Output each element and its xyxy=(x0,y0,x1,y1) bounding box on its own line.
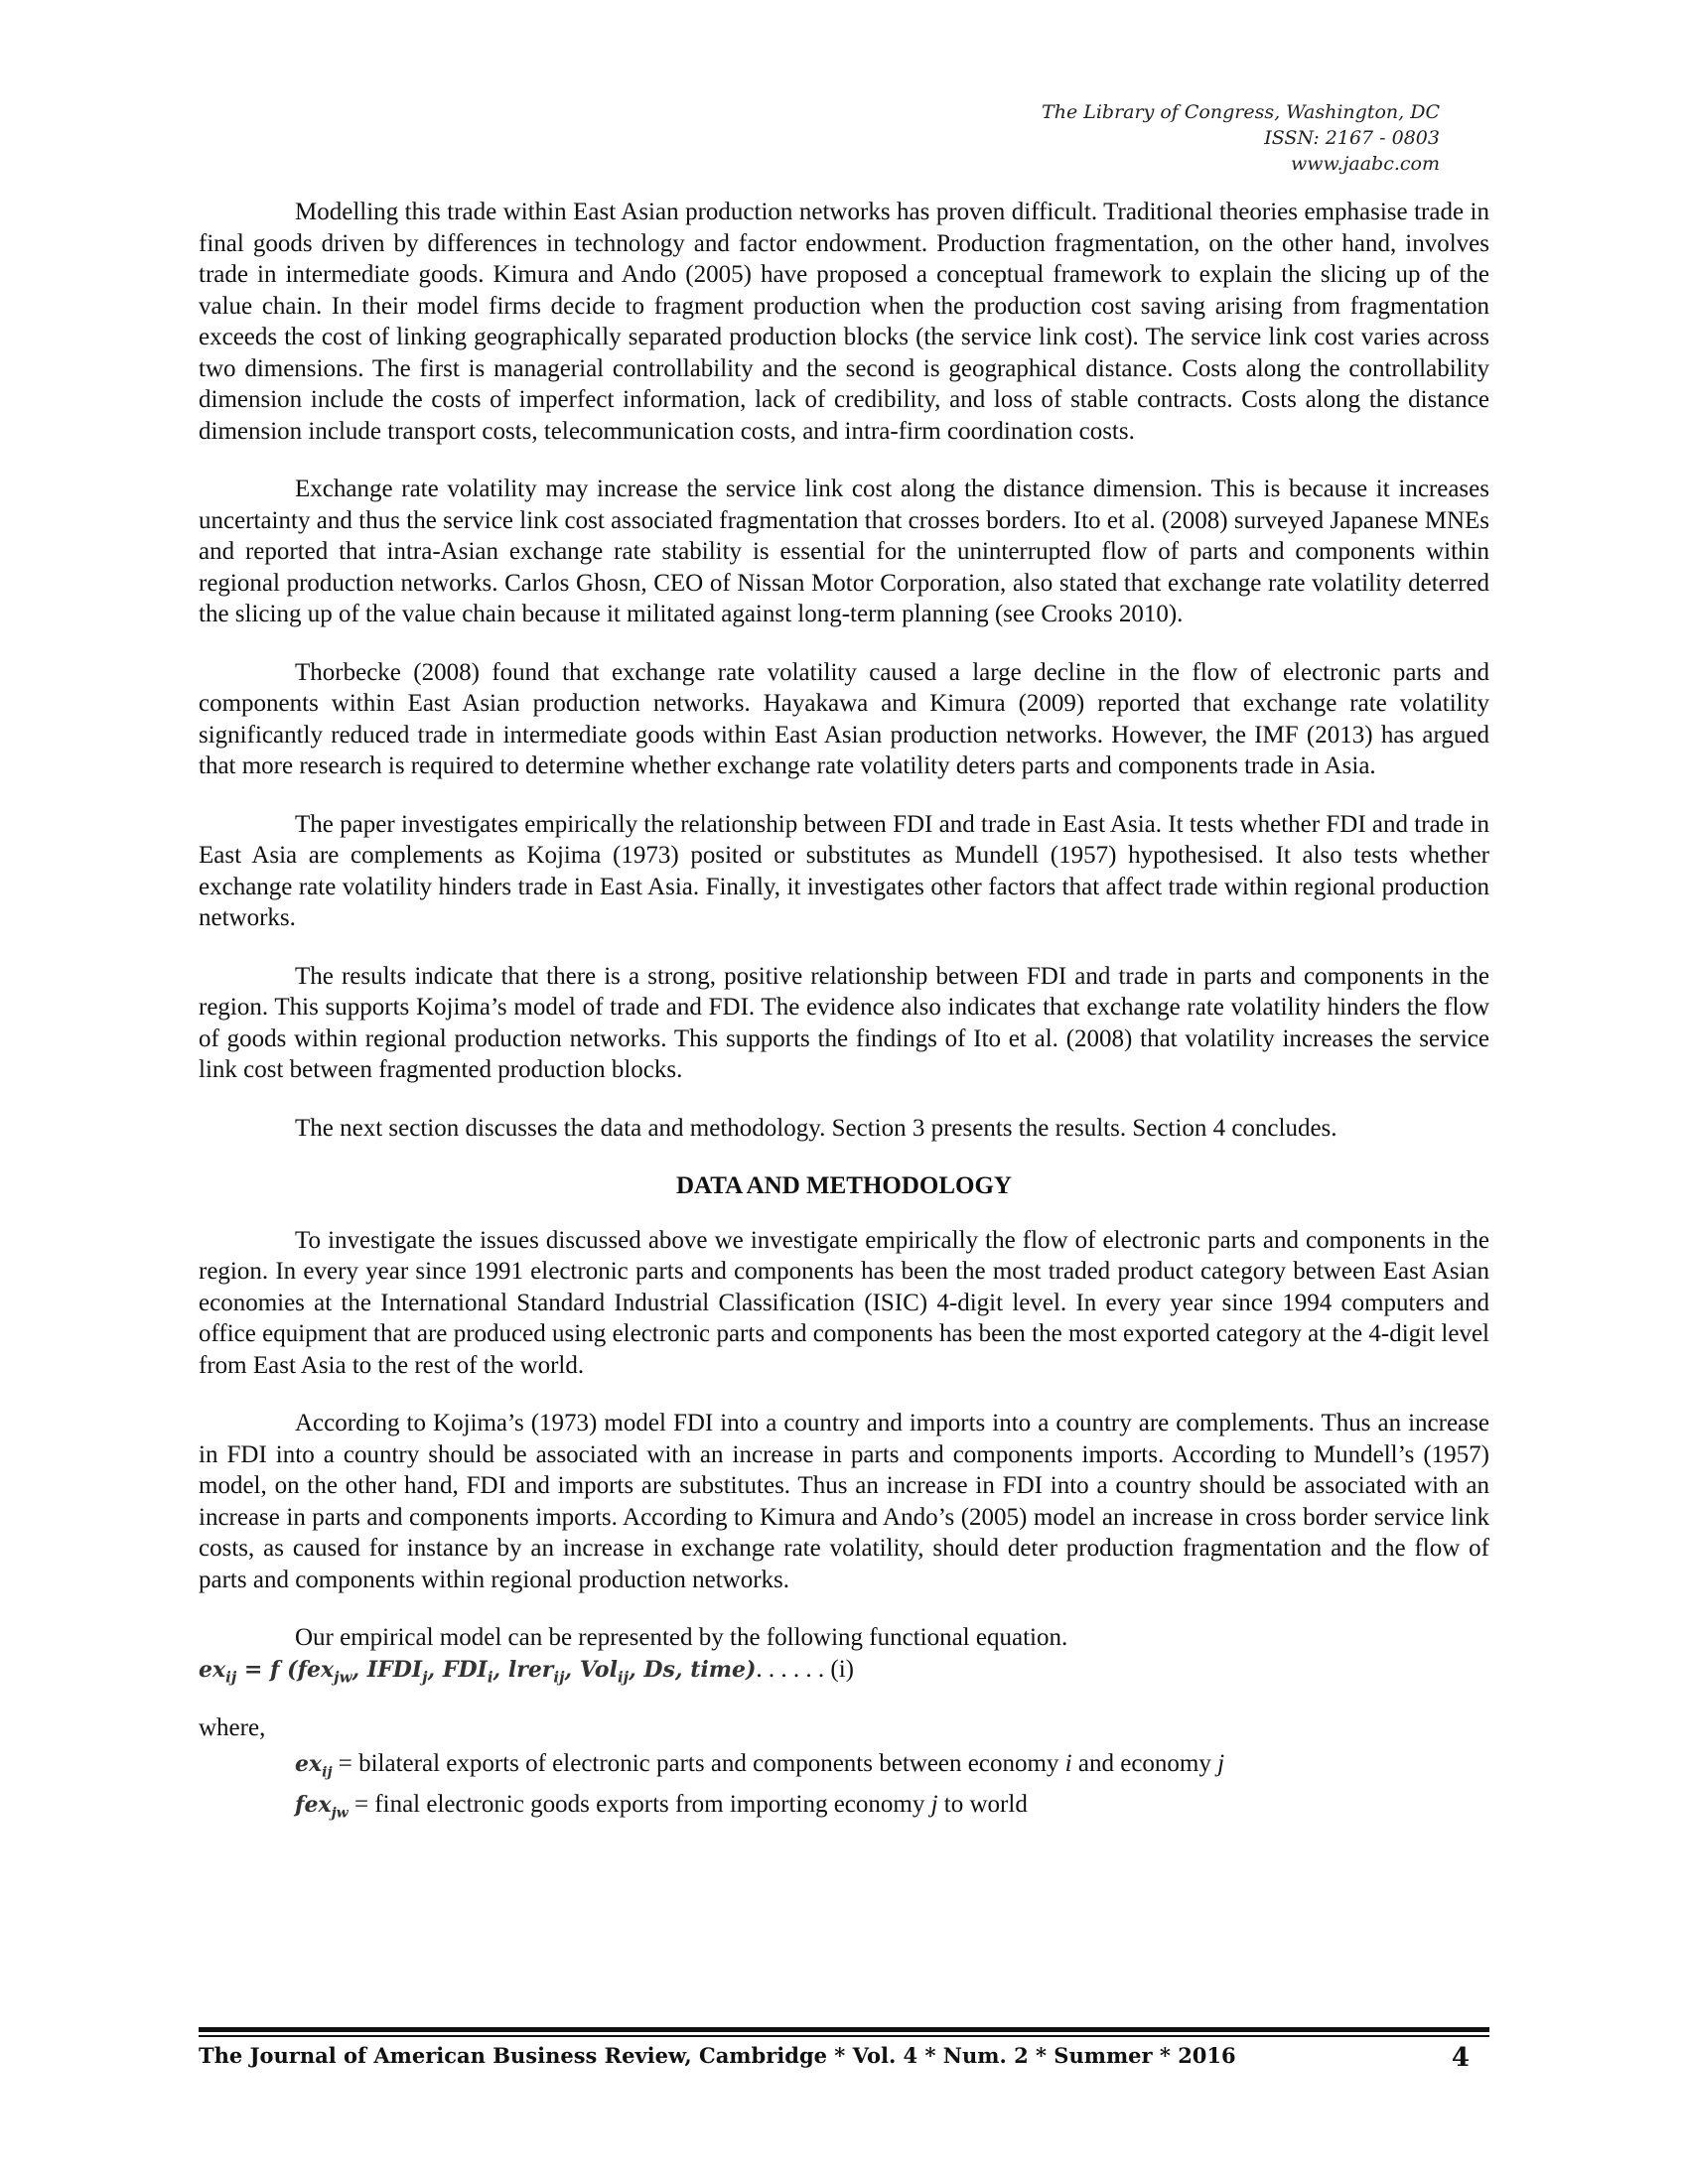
page-body xyxy=(199,197,1489,1830)
page-number: 4 xyxy=(1451,2043,1470,2073)
paragraph: According to Kojima’s (1973) model FDI into a country and imports into a country are complements. Thus an increase in FDI into a country should be associated with an increase in parts and components imports. According to Mundell’s (1957) model, on the other hand, FDI and imports are substitutes. Thus an increase in FDI into a country should be associated with an increase in parts and components imports. According to Kimura and Ando’s (2005) model an increase in cross border service link costs, as caused for instance by an increase in exchange rate volatility, should deter production fragmentation and the flow of parts and components within regional production networks. xyxy=(199,1410,1489,1593)
paragraph: The paper investigates empirically the relationship between FDI and trade in East Asia. It tests whether FDI and trade in East Asia are complements as Kojima (1973) posited or substitutes as Mundell (1957) hypothesised. It also tests whether exchange rate volatility hinders trade in East Asia. Finally, it investigates other factors that affect trade within regional production networks. xyxy=(199,810,1489,931)
equation-number: . . . . . . (i) xyxy=(756,1655,855,1683)
footer-rule-thick xyxy=(199,2027,1489,2032)
where-label: where, xyxy=(199,1714,266,1742)
header-issn: ISSN: 2167 - 0803 xyxy=(1264,127,1440,149)
equation-function: = f ( xyxy=(236,1656,298,1683)
footer-rule-thin xyxy=(199,2035,1489,2037)
header-website: www.jaabc.com xyxy=(1290,153,1440,175)
section-heading: DATA AND METHODOLOGY xyxy=(676,1172,1012,1199)
header-library: The Library of Congress, Washington, DC xyxy=(1042,101,1440,123)
definition-symbol: fex$_{jw}$ xyxy=(295,1791,349,1822)
paragraph: Thorbecke (2008) found that exchange rate volatility caused a large decline in the flow of electronic parts and components within East Asian production networks. Hayakawa and Kimura (2009) reported that exchange rate volatility significantly reduced trade in intermediate goods within East Asian production networks. However, the IMF (2013) has argued that more research is required to determine whether exchange rate volatility deters parts and components trade in Asia. xyxy=(199,658,1489,779)
equation-term: fex$_{jw}$, $IFDI_j$, $FDI_i$, lrer$_{ij}$, Vol$_{ij}$, Ds, time) xyxy=(297,1656,757,1686)
definition-exij: $ex_{ij}$ = bilateral exports of electronic parts and components between economy i and economy j xyxy=(295,1749,1225,1781)
paragraph: Exchange rate volatility may increase the service link cost along the distance dimension. This is because it increases uncertainty and thus the service link cost associated fragmentation that crosses borders. Ito et al. (2008) surveyed Japanese MNEs and reported that intra-Asian exchange rate stability is essential for the uninterrupted flow of parts and components within regional production networks. Carlos Ghosn, CEO of Nissan Motor Corporation, also stated that exchange rate volatility deterred the slicing up of the value chain because it militated against long-term planning (see Crooks 2010). xyxy=(199,476,1489,627)
paragraph: The next section discusses the data and methodology. Section 3 presents the results. Section 4 concludes. xyxy=(295,1114,1337,1142)
running-header xyxy=(1042,99,1440,177)
definition-symbol: $ex_{ij}$ xyxy=(295,1750,333,1781)
page-footer xyxy=(199,2043,1489,2073)
footer-journal: The Journal of American Business Review, Cambridge * Vol. 4 * Num. 2 * Summer * 2016 xyxy=(199,2043,1236,2068)
functional-equation xyxy=(199,1654,1489,1694)
paragraph: To investigate the issues discussed above we investigate empirically the flow of electronic parts and components in the region. In every year since 1991 electronic parts and components has been the most traded product category between East Asian economies at the International Standard Industrial Classification (ISIC) 4-digit level. In every year since 1994 computers and office equipment that are produced using electronic parts and components has been the most exported category at the 4-digit level from East Asia to the rest of the world. xyxy=(199,1226,1489,1379)
equation-lhs: $ex_{ij}$ xyxy=(199,1656,237,1686)
definition-fexjw: fex$_{jw}$ = final electronic goods exports from importing economy j to world xyxy=(295,1790,1028,1822)
paragraph: The results indicate that there is a strong, positive relationship between FDI and trade in parts and components in the region. This supports Kojima’s model of trade and FDI. The evidence also indicates that exchange rate volatility hinders the flow of goods within regional production networks. This supports the findings of Ito et al. (2008) that volatility increases the service link cost between fragmented production blocks. xyxy=(199,962,1489,1083)
paragraph: Our empirical model can be represented by the following functional equation. xyxy=(295,1624,1068,1651)
paragraph: Modelling this trade within East Asian production networks has proven difficult. Traditional theories emphasise trade in final goods driven by differences in technology and factor endowment. Production fragmentation, on the other hand, involves trade in intermediate goods. Kimura and Ando (2005) have proposed a conceptual framework to explain the slicing up of the value chain. In their model firms decide to fragment production when the production cost saving arising from fragmentation exceeds the cost of linking geographically separated production blocks (the service link cost). The service link cost varies across two dimensions. The first is managerial controllability and the second is geographical distance. Costs along the controllability dimension include the costs of imperfect information, lack of credibility, and loss of stable contracts. Costs along the distance dimension include transport costs, telecommunication costs, and intra-firm coordination costs. xyxy=(199,199,1489,445)
